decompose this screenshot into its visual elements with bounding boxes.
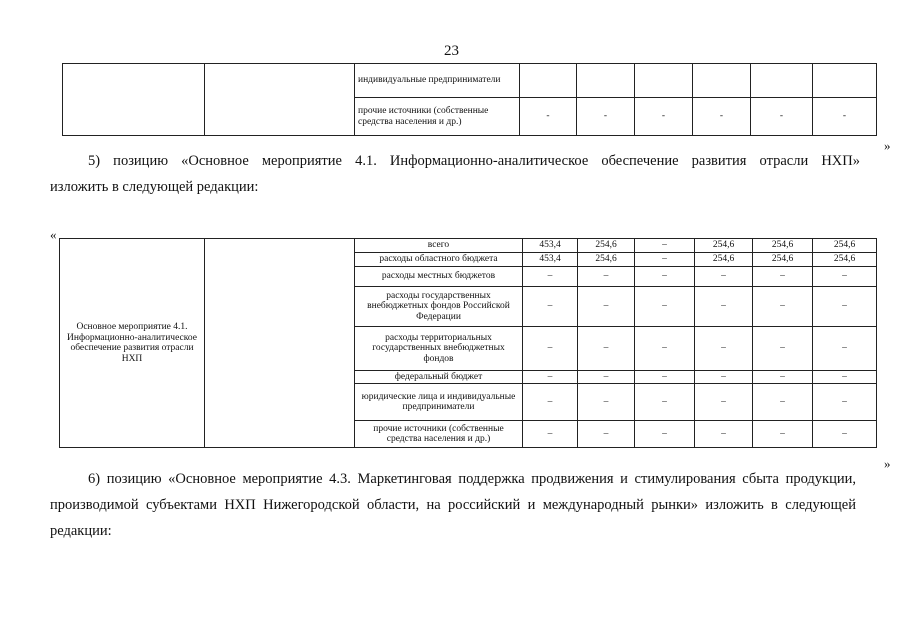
- page-number: 23: [444, 43, 459, 59]
- paragraph-line: производимой субъектами НХП Нижегородской области, на российский и международный рынки» изложить в следующей: [50, 497, 856, 513]
- empty-cell: [63, 64, 205, 136]
- value-cell: –: [695, 384, 753, 421]
- source-cell: прочие источники (собственные средства населения и др.): [355, 421, 523, 448]
- value-cell: -: [577, 98, 635, 136]
- value-cell: 254,6: [578, 239, 635, 253]
- empty-cell: [205, 239, 355, 448]
- value-cell: 453,4: [523, 239, 578, 253]
- value-cell: -: [693, 98, 751, 136]
- value-cell: 254,6: [813, 253, 877, 267]
- value-cell: –: [695, 421, 753, 448]
- value-cell: –: [813, 371, 877, 384]
- empty-cell: [205, 64, 355, 136]
- value-cell: –: [695, 371, 753, 384]
- value-cell: –: [813, 267, 877, 287]
- value-cell: –: [635, 384, 695, 421]
- closing-quote: »: [884, 138, 891, 153]
- value-cell: –: [523, 371, 578, 384]
- value-cell: -: [635, 98, 693, 136]
- value-cell: –: [695, 267, 753, 287]
- value-cell: –: [523, 384, 578, 421]
- value-cell: 254,6: [578, 253, 635, 267]
- value-cell: –: [813, 384, 877, 421]
- value-cell: –: [695, 327, 753, 371]
- value-cell: 254,6: [813, 239, 877, 253]
- value-cell: [693, 64, 751, 98]
- value-cell: –: [753, 327, 813, 371]
- value-cell: 254,6: [753, 239, 813, 253]
- source-cell: расходы государственных внебюджетных фондов Российской Федерации: [355, 287, 523, 327]
- value-cell: –: [813, 287, 877, 327]
- source-cell: индивидуальные предприниматели: [355, 64, 520, 98]
- value-cell: -: [751, 98, 813, 136]
- value-cell: -: [813, 98, 877, 136]
- opening-quote: «: [50, 227, 57, 242]
- value-cell: –: [813, 421, 877, 448]
- value-cell: [520, 64, 577, 98]
- value-cell: 453,4: [523, 253, 578, 267]
- value-cell: [635, 64, 693, 98]
- value-cell: –: [635, 421, 695, 448]
- paragraph-line: изложить в следующей редакции:: [50, 179, 259, 195]
- value-cell: –: [635, 267, 695, 287]
- value-cell: -: [520, 98, 577, 136]
- paragraph-line: редакции:: [50, 523, 112, 539]
- value-cell: –: [635, 253, 695, 267]
- value-cell: [577, 64, 635, 98]
- measure-table: [59, 238, 877, 448]
- value-cell: –: [578, 371, 635, 384]
- paragraph-line: 6) позицию «Основное мероприятие 4.3. Маркетинговая поддержка продвижения и стимулирования сбыта продукции,: [88, 471, 856, 487]
- value-cell: –: [523, 287, 578, 327]
- source-cell: расходы территориальных государственных внебюджетных фондов: [355, 327, 523, 371]
- value-cell: –: [578, 327, 635, 371]
- value-cell: –: [635, 371, 695, 384]
- value-cell: –: [753, 267, 813, 287]
- table-row: [60, 239, 877, 253]
- closing-quote: »: [884, 456, 891, 471]
- source-cell: юридические лица и индивидуальные предприниматели: [355, 384, 523, 421]
- value-cell: –: [578, 267, 635, 287]
- paragraph-line: 5) позицию «Основное мероприятие 4.1. Информационно-аналитическое обеспечение развития отрасли НХП»: [88, 153, 860, 169]
- paragraph-5: [50, 148, 860, 200]
- continued-table: [62, 63, 877, 136]
- value-cell: –: [813, 327, 877, 371]
- value-cell: –: [578, 384, 635, 421]
- value-cell: –: [695, 287, 753, 327]
- value-cell: 254,6: [695, 253, 753, 267]
- value-cell: –: [753, 384, 813, 421]
- source-cell: расходы областного бюджета: [355, 253, 523, 267]
- value-cell: 254,6: [695, 239, 753, 253]
- value-cell: –: [753, 371, 813, 384]
- value-cell: –: [523, 327, 578, 371]
- value-cell: [813, 64, 877, 98]
- value-cell: [751, 64, 813, 98]
- value-cell: –: [753, 421, 813, 448]
- value-cell: –: [523, 267, 578, 287]
- value-cell: –: [523, 421, 578, 448]
- value-cell: 254,6: [753, 253, 813, 267]
- measure-name-cell: Основное мероприятие 4.1. Информационно-аналитическое обеспечение развития отрасли НХП: [60, 239, 205, 448]
- value-cell: –: [578, 287, 635, 327]
- value-cell: –: [635, 239, 695, 253]
- value-cell: –: [578, 421, 635, 448]
- source-cell: всего: [355, 239, 523, 253]
- table-row: [63, 64, 877, 98]
- source-cell: расходы местных бюджетов: [355, 267, 523, 287]
- value-cell: –: [635, 287, 695, 327]
- paragraph-6: [50, 466, 856, 544]
- value-cell: –: [635, 327, 695, 371]
- source-cell: прочие источники (собственные средства населения и др.): [355, 98, 520, 136]
- source-cell: федеральный бюджет: [355, 371, 523, 384]
- value-cell: –: [753, 287, 813, 327]
